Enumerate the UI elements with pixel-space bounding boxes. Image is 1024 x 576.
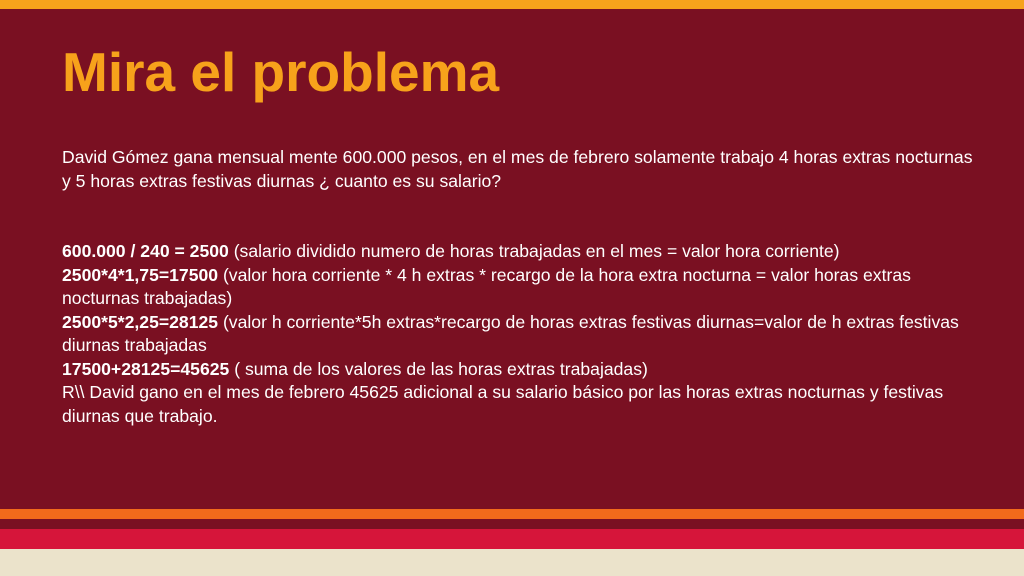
step-formula: 600.000 / 240 = 2500 <box>62 241 229 261</box>
step-explanation: ( suma de los valores de las horas extras trabajadas) <box>229 358 648 379</box>
slide-title: Mira el problema <box>62 41 500 103</box>
answer-line: R\\ David gano en el mes de febrero 45625 adicional a su salario básico por las horas extras nocturnas y festivas diurnas que trabajo. <box>62 382 944 426</box>
slide-content <box>62 146 982 428</box>
step-explanation: (valor h corriente*5h extras*recargo de horas extras festivas diurnas=valor de h extras festivas diurnas trabajadas <box>62 311 959 355</box>
step-formula: 2500*4*1,75=17500 <box>62 264 219 285</box>
paragraph-spacer <box>62 193 982 240</box>
calculation-step-4 <box>62 358 982 382</box>
calculation-step-1 <box>62 240 982 264</box>
footer-stripe-red <box>0 529 1024 549</box>
footer-stripe-cream <box>0 549 1024 576</box>
footer-stripe-dark <box>0 519 1024 529</box>
step-formula: 17500+28125=45625 <box>62 358 230 379</box>
step-explanation: (salario dividido numero de horas trabajadas en el mes = valor hora corriente) <box>228 241 840 261</box>
step-formula: 2500*5*2,25=28125 <box>62 311 219 332</box>
calculation-step-2 <box>62 264 982 311</box>
step-explanation: (valor hora corriente * 4 h extras * recargo de la hora extra nocturna = valor horas extras nocturnas trabajadas) <box>62 264 911 308</box>
problem-statement: David Gómez gana mensual mente 600.000 pesos, en el mes de febrero solamente trabajo 4 horas extras nocturnas y 5 horas extras festivas diurnas ¿ cuanto es su salario? <box>62 147 973 191</box>
calculation-step-3 <box>62 311 982 358</box>
footer-stripe-orange <box>0 509 1024 519</box>
top-accent-bar <box>0 0 1024 9</box>
